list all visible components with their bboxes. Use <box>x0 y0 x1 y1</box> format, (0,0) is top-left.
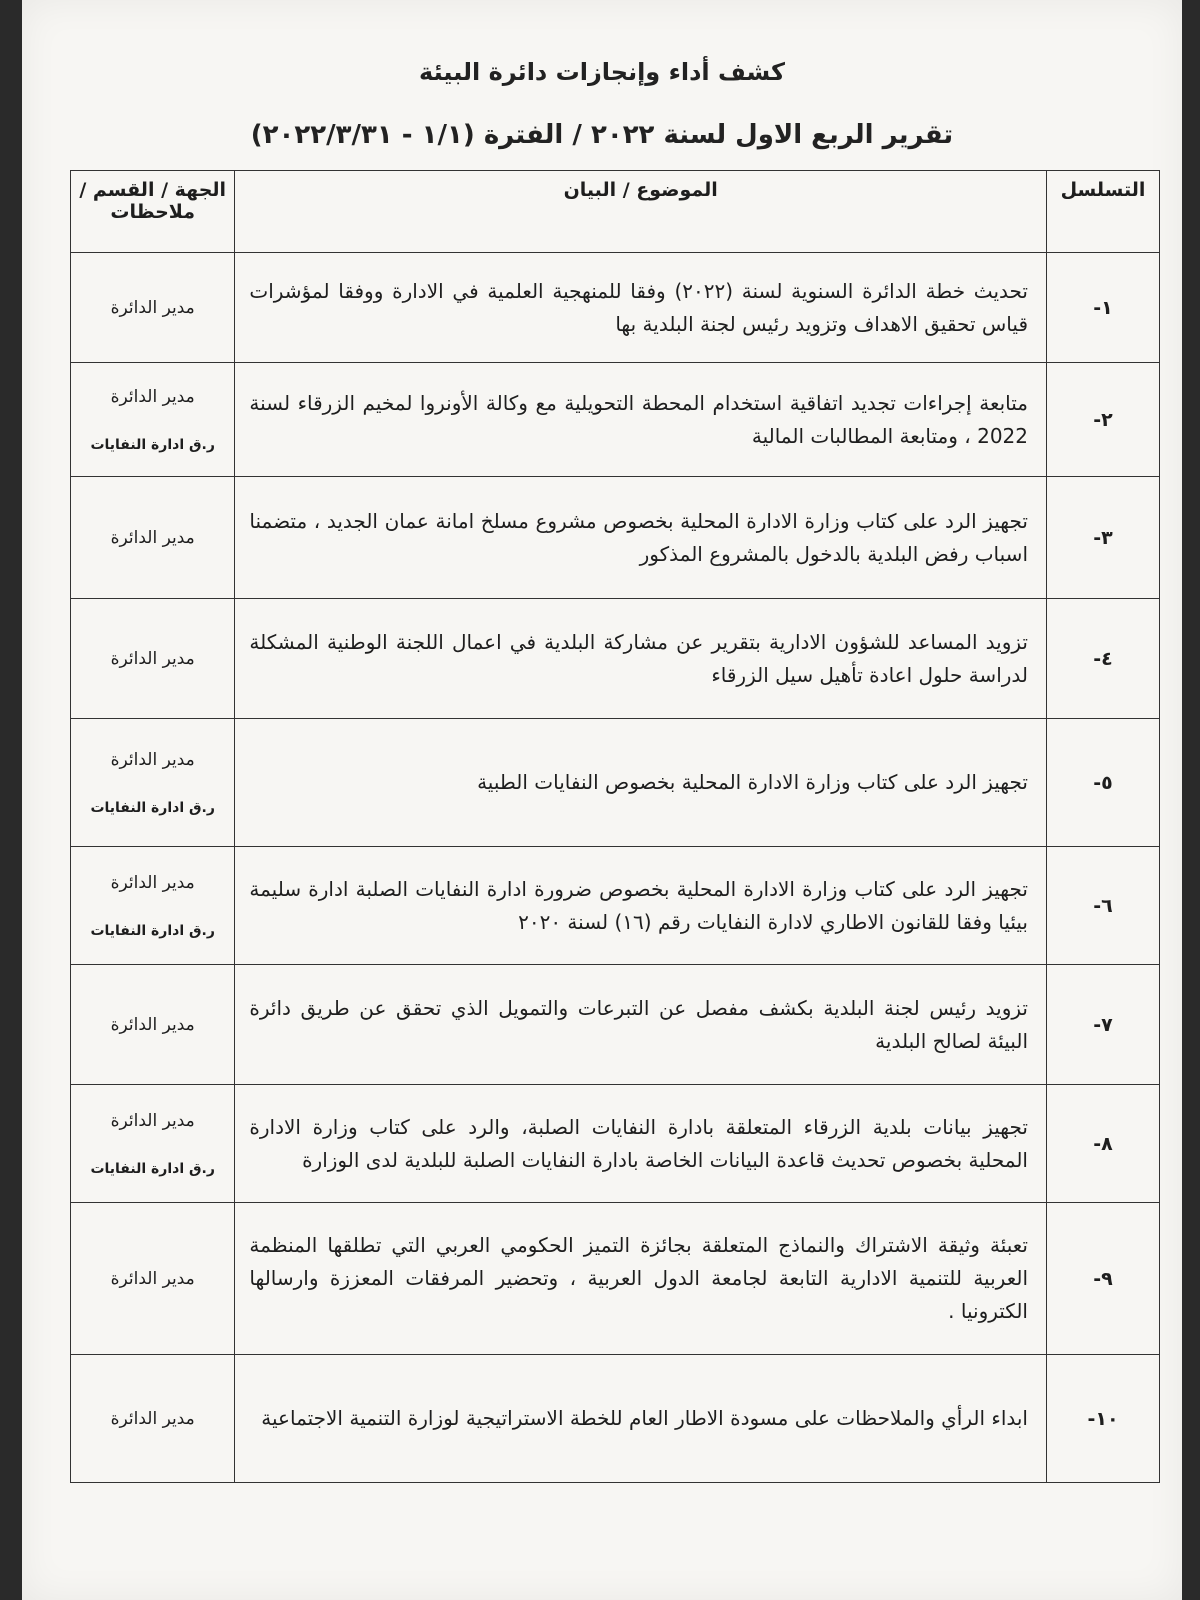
table-row <box>71 599 1160 719</box>
dept-label: مدير الدائرة <box>110 1014 195 1035</box>
row-topic: متابعة إجراءات تجديد اتفاقية استخدام المحطة التحويلية مع وكالة الأونروا لمخيم الزرقاء لسنة 2022 ، ومتابعة المطالبات المالية <box>235 363 1047 477</box>
row-dept <box>71 847 235 965</box>
dept-label: مدير الدائرة <box>110 386 195 407</box>
dept-label: مدير الدائرة <box>110 1268 195 1289</box>
dept-note: ر.ق ادارة النفايات <box>90 436 215 453</box>
performance-table <box>70 170 1160 1483</box>
table-row <box>71 1203 1160 1355</box>
row-topic: ابداء الرأي والملاحظات على مسودة الاطار العام للخطة الاستراتيجية لوزارة التنمية الاجتماعية <box>235 1355 1047 1483</box>
table-row <box>71 1085 1160 1203</box>
document-subtitle: تقرير الربع الاول لسنة ٢٠٢٢ / الفترة (١/١ - ٢٠٢٢/٣/٣١) <box>250 120 954 150</box>
table-row <box>71 847 1160 965</box>
row-dept <box>71 477 235 599</box>
dept-label: مدير الدائرة <box>110 527 195 548</box>
row-dept <box>71 965 235 1085</box>
table-row <box>71 477 1160 599</box>
row-topic: تجهيز الرد على كتاب وزارة الادارة المحلية بخصوص مشروع مسلخ امانة عمان الجديد ، متضمنا اسباب رفض البلدية بالدخول بالمشروع المذكور <box>235 477 1047 599</box>
row-dept <box>71 363 235 477</box>
paper-sheet <box>22 0 1182 1600</box>
row-seq: ٢- <box>1047 363 1160 477</box>
header-seq: التسلسل <box>1047 171 1160 253</box>
dept-note: ر.ق ادارة النفايات <box>90 1160 215 1177</box>
dept-label: مدير الدائرة <box>110 749 195 770</box>
dept-label: مدير الدائرة <box>110 297 195 318</box>
row-seq: ٨- <box>1047 1085 1160 1203</box>
row-topic: تجهيز الرد على كتاب وزارة الادارة المحلية بخصوص النفايات الطبية <box>235 719 1047 847</box>
row-seq: ١٠- <box>1047 1355 1160 1483</box>
row-dept <box>71 253 235 363</box>
row-seq: ٤- <box>1047 599 1160 719</box>
row-topic: تحديث خطة الدائرة السنوية لسنة (٢٠٢٢) وفقا للمنهجية العلمية في الادارة ووفقا لمؤشرات قياس تحقيق الاهداف وتزويد رئيس لجنة البلدية بها <box>235 253 1047 363</box>
row-dept <box>71 719 235 847</box>
row-seq: ٩- <box>1047 1203 1160 1355</box>
row-topic: تزويد رئيس لجنة البلدية بكشف مفصل عن التبرعات والتمويل الذي تحقق عن طريق دائرة البيئة لصالح البلدية <box>235 965 1047 1085</box>
dept-label: مدير الدائرة <box>110 1110 195 1131</box>
dept-label: مدير الدائرة <box>110 872 195 893</box>
header-topic: الموضوع / البيان <box>235 171 1047 253</box>
table-row <box>71 719 1160 847</box>
table-row <box>71 363 1160 477</box>
row-seq: ٦- <box>1047 847 1160 965</box>
row-topic: تجهيز الرد على كتاب وزارة الادارة المحلية بخصوص ضرورة ادارة النفايات الصلبة ادارة سليمة بيئيا وفقا للقانون الاطاري لادارة النفايات رقم (١٦) لسنة ٢٠٢٠ <box>235 847 1047 965</box>
row-topic: تعبئة وثيقة الاشتراك والنماذج المتعلقة بجائزة التميز الحكومي العربي التي تطلقها المنظمة العربية للتنمية الادارية التابعة لجامعة الدول العربية ، وتحضير المرفقات المعززة وارسالها الكترونيا . <box>235 1203 1047 1355</box>
row-seq: ٧- <box>1047 965 1160 1085</box>
row-seq: ٣- <box>1047 477 1160 599</box>
row-dept <box>71 1203 235 1355</box>
table-header-row <box>71 171 1160 253</box>
dept-note: ر.ق ادارة النفايات <box>90 922 215 939</box>
dept-label: مدير الدائرة <box>110 1408 195 1429</box>
dept-label: مدير الدائرة <box>110 648 195 669</box>
dept-note: ر.ق ادارة النفايات <box>90 799 215 816</box>
row-dept <box>71 1085 235 1203</box>
header-dept: الجهة / القسم / ملاحظات <box>71 171 235 253</box>
row-dept <box>71 1355 235 1483</box>
table-row <box>71 965 1160 1085</box>
row-seq: ١- <box>1047 253 1160 363</box>
row-topic: تزويد المساعد للشؤون الادارية بتقرير عن مشاركة البلدية في اعمال اللجنة الوطنية المشكلة لدراسة حلول اعادة تأهيل سيل الزرقاء <box>235 599 1047 719</box>
table-row <box>71 1355 1160 1483</box>
table-row <box>71 253 1160 363</box>
document-title: كشف أداء وإنجازات دائرة البيئة <box>419 58 785 86</box>
row-topic: تجهيز بيانات بلدية الزرقاء المتعلقة بادارة النفايات الصلبة، والرد على كتاب وزارة الادارة المحلية بخصوص تحديث قاعدة البيانات الخاصة بادارة النفايات الصلبة للبلدية لدى الوزارة <box>235 1085 1047 1203</box>
row-dept <box>71 599 235 719</box>
row-seq: ٥- <box>1047 719 1160 847</box>
